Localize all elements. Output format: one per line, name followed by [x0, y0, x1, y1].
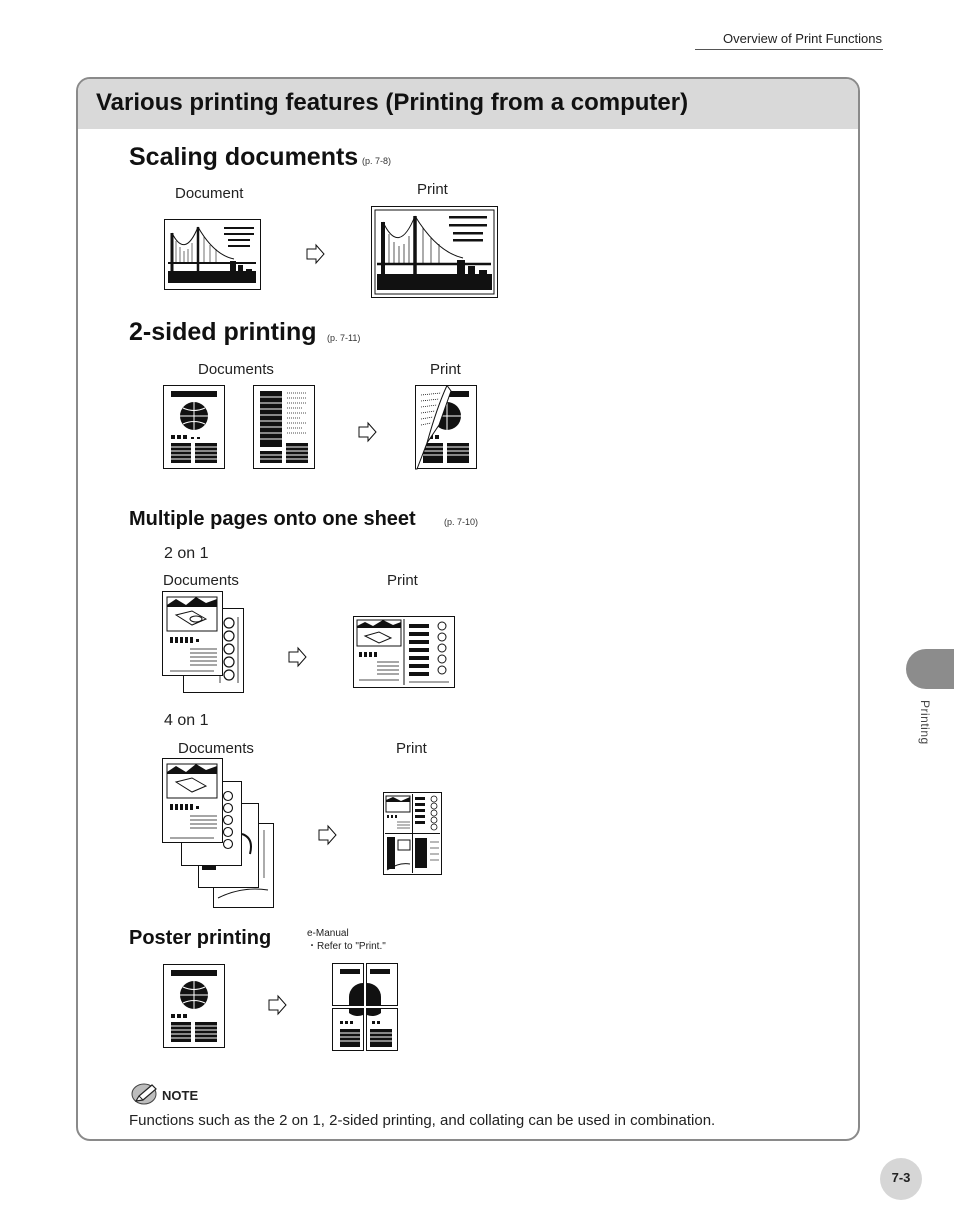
two-sided-ref: (p. 7-11) [327, 333, 361, 343]
two-on-one-title: 2 on 1 [164, 545, 209, 562]
two-on-one-documents-label: Documents [163, 572, 239, 589]
scaling-document-image [164, 219, 261, 290]
emanual-reference [307, 927, 386, 953]
header-section-title: Overview of Print Functions [723, 31, 882, 46]
scaling-heading: Scaling documents [129, 143, 359, 171]
emanual-ref-text: ・Refer to "Print." [307, 941, 386, 952]
chapter-tab [906, 649, 954, 689]
right-arrow-icon [358, 422, 378, 442]
four-on-one-documents-image [162, 758, 274, 908]
page-title: Various printing features (Printing from a computer) [96, 89, 689, 116]
scaling-print-image [371, 206, 498, 298]
two-on-one-print-image [353, 616, 455, 688]
two-sided-heading: 2-sided printing [129, 318, 317, 346]
two-on-one-documents-image [162, 591, 244, 693]
note-label: NOTE [162, 1088, 199, 1103]
two-sided-document-back [253, 385, 315, 469]
title-banner [78, 79, 858, 129]
two-sided-print-label: Print [430, 361, 461, 378]
four-on-one-title: 4 on 1 [164, 712, 209, 729]
right-arrow-icon [268, 995, 288, 1015]
poster-document-image [163, 964, 225, 1048]
two-sided-document-front [163, 385, 225, 469]
note-text: Functions such as the 2 on 1, 2-sided printing, and collating can be used in combination. [129, 1112, 716, 1129]
two-sided-print-image [413, 385, 477, 469]
right-arrow-icon [306, 244, 326, 264]
scaling-document-label: Document [175, 185, 244, 202]
emanual-label: e-Manual [307, 928, 349, 939]
four-on-one-print-label: Print [396, 740, 427, 757]
four-on-one-print-image [383, 792, 442, 875]
note-pencil-icon [131, 1082, 159, 1106]
chapter-tab-label: Printing [918, 700, 932, 745]
two-on-one-print-label: Print [387, 572, 418, 589]
header-rule [695, 49, 883, 50]
poster-heading: Poster printing [129, 927, 272, 949]
multiple-ref: (p. 7-10) [444, 517, 479, 527]
page-number: 7-3 [891, 1170, 911, 1185]
right-arrow-icon [288, 647, 308, 667]
scaling-print-label: Print [417, 181, 448, 198]
four-on-one-documents-label: Documents [178, 740, 254, 757]
right-arrow-icon [318, 825, 338, 845]
two-sided-documents-label: Documents [198, 361, 274, 378]
multiple-heading: Multiple pages onto one sheet [129, 508, 416, 530]
poster-print-image [332, 963, 398, 1051]
scaling-ref: (p. 7-8) [362, 156, 392, 166]
